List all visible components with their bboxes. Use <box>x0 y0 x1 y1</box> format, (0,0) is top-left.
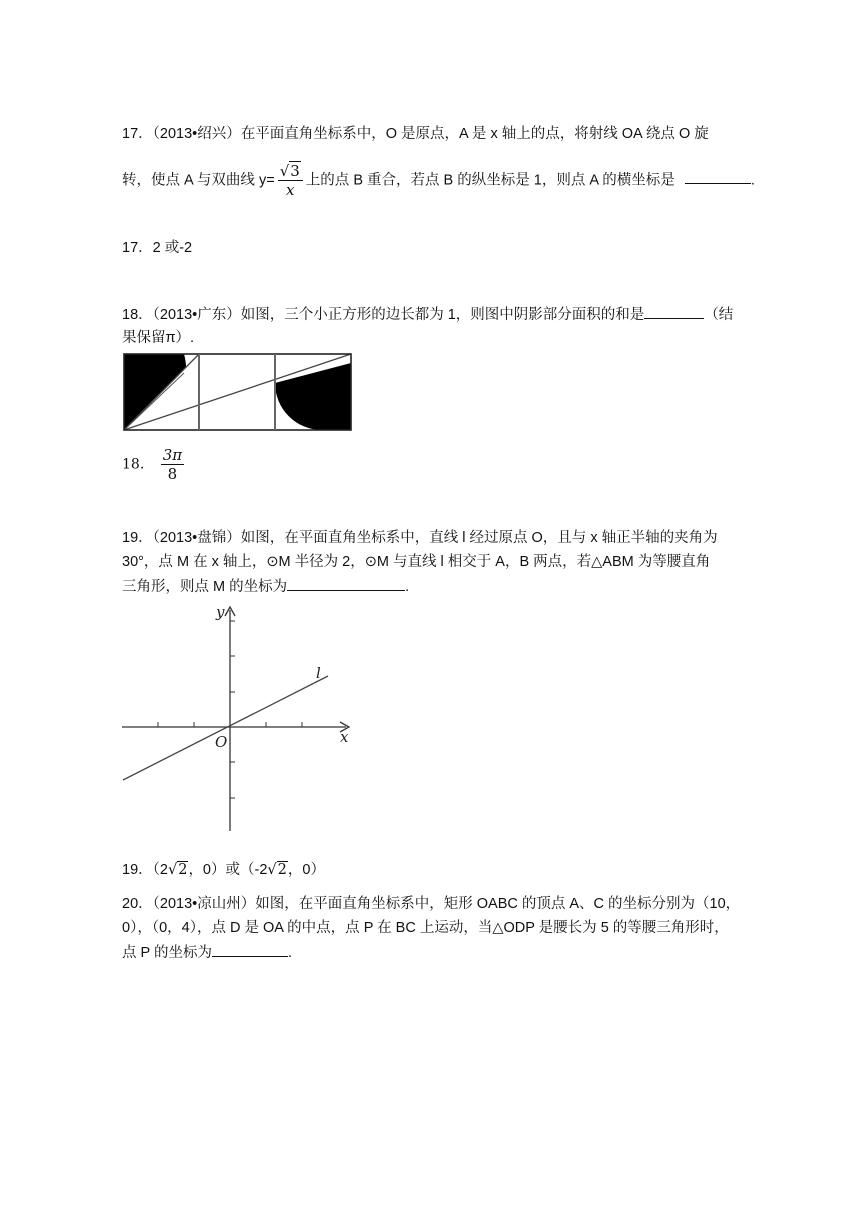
answer-18-numerator: 3π <box>162 446 183 464</box>
answer-19-radicand-1: 2 <box>178 862 188 878</box>
sqrt-symbol: √3 <box>279 162 300 180</box>
answer-19-part3: ，0） <box>287 862 325 878</box>
q20-line3 <box>122 942 292 963</box>
fraction-numerator: 3 <box>290 162 300 180</box>
answer-17: 17．2 或-2 <box>122 240 193 256</box>
q19-line3-text: 三角形，则点 M 的坐标为 <box>122 579 288 595</box>
q20-line2: 0），（0，4），点 D 是 OA 的中点，点 P 在 BC 上运动，当△ODP 是腰长为 5 的等腰三角形时， <box>122 920 729 936</box>
q19-end: . <box>405 579 410 595</box>
q17-line2-post: 上的点 B 重合，若点 B 的纵坐标是 1，则点 A 的横坐标是 <box>305 172 675 189</box>
q18-line1-text: 18．（2013•广东）如图，三个小正方形的边长都为 1，则图中阴影部分面积的和是 <box>122 307 645 323</box>
line-l <box>123 676 328 780</box>
q18-line1-end: （结 <box>704 307 734 323</box>
answer-19-part2: ，0）或（-2 <box>188 862 268 878</box>
q19-line1: 19．（2013•盘锦）如图，在平面直角坐标系中，直线 l 经过原点 O，且与 x 轴正半轴的夹角为 <box>122 530 718 546</box>
x-axis-label: x <box>340 728 349 746</box>
q20-line1: 20．（2013•凉山州）如图，在平面直角坐标系中，矩形 OABC 的顶点 A、C 的坐标分别为（10， <box>122 896 741 912</box>
q17-line2 <box>122 162 755 199</box>
answer-blank <box>685 169 751 184</box>
answer-blank <box>287 576 405 591</box>
sqrt-symbol: √2 <box>267 862 287 878</box>
answer-18-denominator: 8 <box>167 465 178 483</box>
fraction-denominator: x <box>286 181 295 199</box>
q19-line3 <box>122 576 409 597</box>
answer-blank <box>212 942 288 957</box>
q18-line2: 果保留π）. <box>122 330 195 346</box>
answer-19-radicand-2: 2 <box>277 862 287 878</box>
figure-19-coordinate-plane <box>118 600 358 836</box>
y-axis-label: y <box>216 603 225 621</box>
answer-18-label: 18. <box>122 456 145 473</box>
q20-line3-text: 点 P 的坐标为 <box>122 945 212 961</box>
origin-label: O <box>215 733 228 751</box>
sqrt-symbol: √2 <box>167 862 188 878</box>
answer-18 <box>122 446 187 483</box>
q18-line1 <box>122 304 733 325</box>
q19-line2: 30°，点 M 在 x 轴上，⊙M 半径为 2，⊙M 与直线 l 相交于 A，B 两点，若△ABM 为等腰直角 <box>122 554 711 570</box>
q17-end: . <box>750 172 755 189</box>
answer-18-fraction <box>161 446 184 483</box>
line-l-label: l <box>316 664 321 682</box>
answer-19-part1: 19．（2 <box>122 862 168 878</box>
figure-18-squares <box>122 352 354 434</box>
q17-line1: 17．（2013•绍兴）在平面直角坐标系中，O 是原点，A 是 x 轴上的点，将射线 OA 绕点 O 旋 <box>122 126 709 142</box>
answer-19 <box>122 860 325 880</box>
answer-blank <box>644 304 704 319</box>
q17-line2-pre: 转，使点 A 与双曲线 y= <box>122 172 275 189</box>
hyperbola-fraction <box>278 162 303 199</box>
q20-end: . <box>287 945 292 961</box>
